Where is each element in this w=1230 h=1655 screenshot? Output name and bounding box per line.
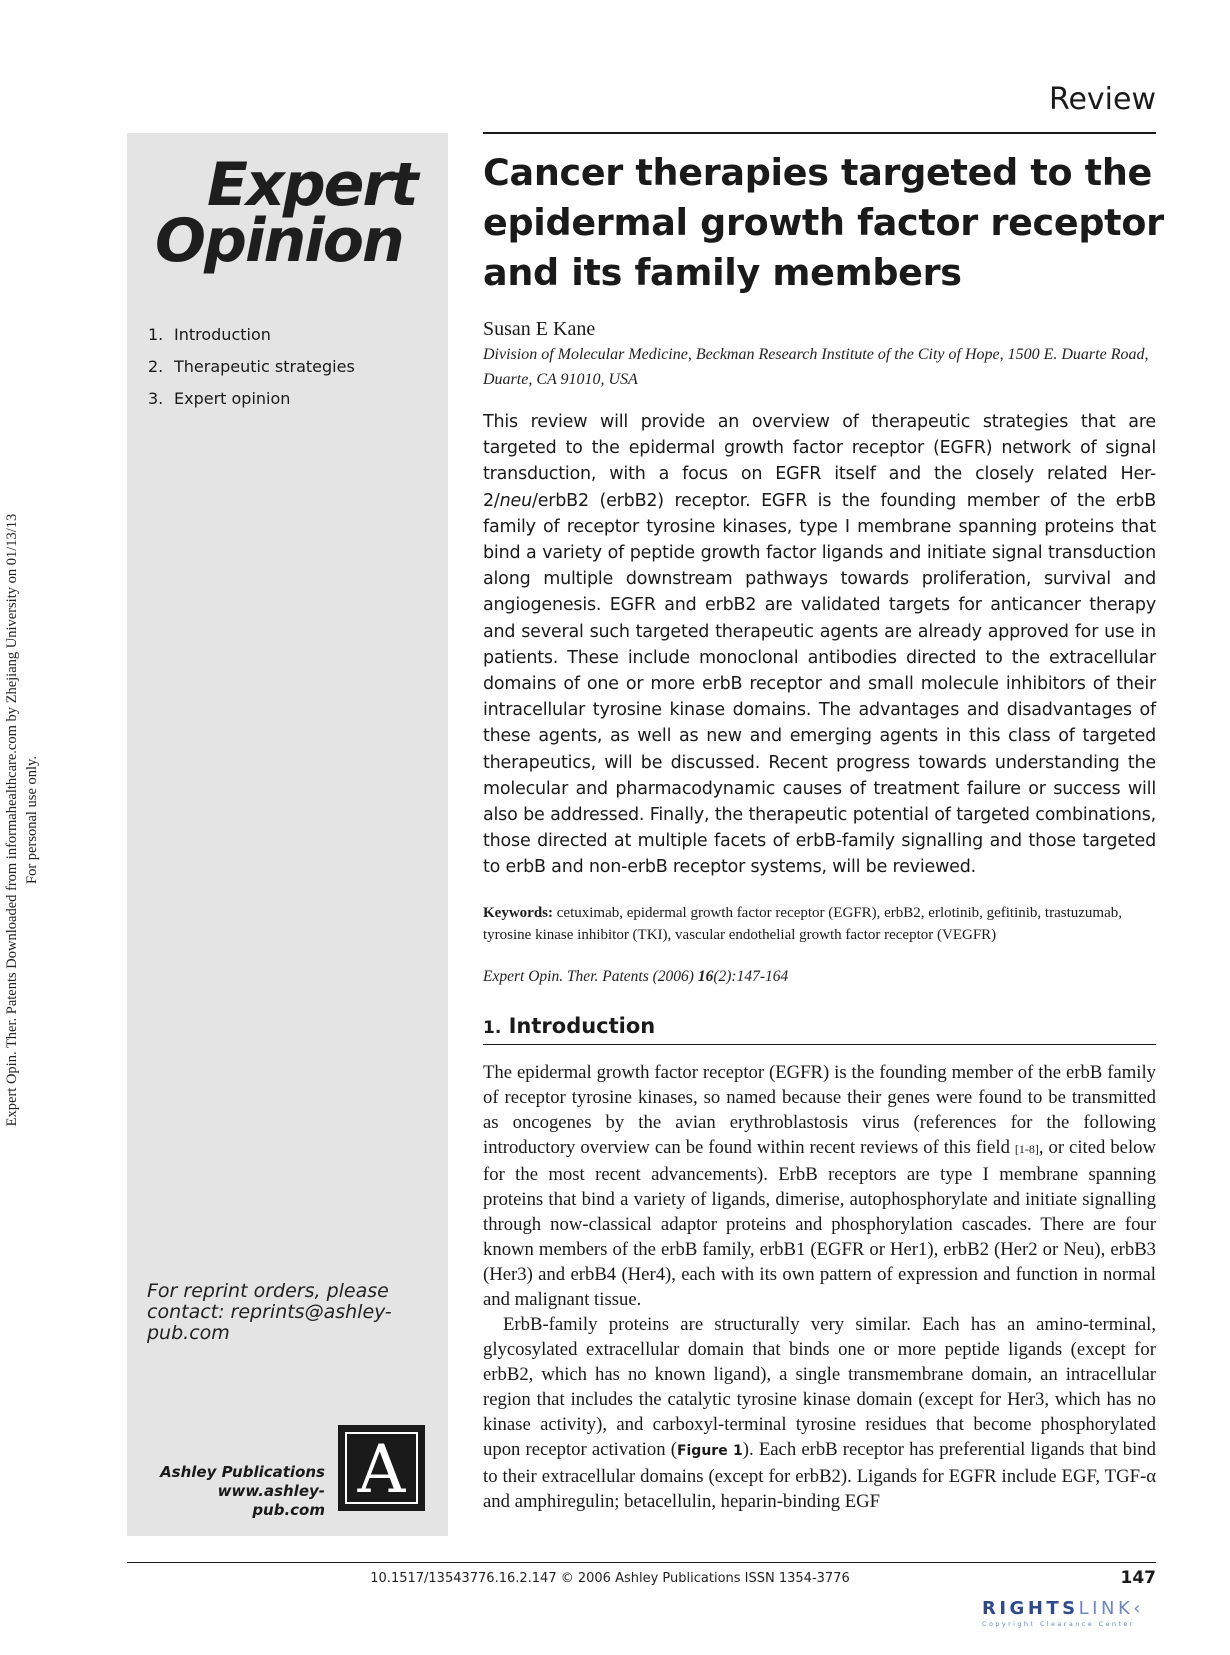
publisher-info xyxy=(147,1463,325,1520)
keywords-label: Keywords: xyxy=(483,905,553,921)
figure-reference-link[interactable]: Figure 1 xyxy=(676,1443,743,1459)
paragraph-text: The epidermal growth factor receptor (EGFR) is the founding member of the erbB family of receptor tyrosine kinases, so named because their genes were found to be transmitted as oncogenes by the avian erythroblastosis virus (references for the following introductory overview can be found within recent reviews of this field xyxy=(483,1062,1156,1158)
section-rule xyxy=(483,1044,1156,1045)
author-affiliation: Division of Molecular Medicine, Beckman Research Institute of the City of Hope, 1500 E. Duarte Road, Duarte, CA 91010, USA xyxy=(483,346,1149,388)
citation-pages: (2):147-164 xyxy=(713,968,789,985)
abstract-text-2: /erbB2 (erbB2) receptor. EGFR is the founding member of the erbB family of receptor tyrosine kinases, type I membrane spanning proteins that bind a variety of peptide growth factor ligands and initiate signal transduction along multiple downstream pathways towards proliferation, survival and angiogenesis. EGFR and erbB2 are validated targets for anticancer therapy and several such targeted therapeutic agents are already approved for use in patients. These include monoclonal antibodies directed to the extracellular domains of one or more erbB receptor and small molecule inhibitors of their intracellular tyrosine kinase domains. The advantages and disadvantages of these agents, as well as new and emerging agents in this class of targeted therapeutics, will be discussed. Recent progress towards understanding the molecular and pharmacodynamic causes of treatment failure or success will also be addressed. Finally, the therapeutic potential of targeted combinations, those directed at multiple facets of erbB-family signalling and those targeted to erbB and non-erbB receptor systems, will be reviewed. xyxy=(483,490,1156,878)
rightslink-arrow-icon: ‹ xyxy=(1133,1598,1144,1619)
abstract-text-1: This review will provide an overview of therapeutic strategies that are targeted to the epidermal growth factor receptor (EGFR) network of signal transduction, with a focus on EGFR itself and the closely related Her-2/ xyxy=(483,412,1156,511)
toc-label: Introduction xyxy=(174,325,271,344)
rightslink-subtitle: Copyright Clearance Center xyxy=(982,1620,1135,1628)
download-notice xyxy=(2,460,42,1180)
toc-label: Therapeutic strategies xyxy=(174,357,355,376)
toc-item-introduction[interactable] xyxy=(148,319,355,351)
logo-line-2: Opinion xyxy=(155,206,403,276)
paragraph-text: ). Each erbB receptor has preferential ligands that bind to their extracellular domains (except for erbB2). Ligands for EGFR include EGF, TGF-α and amphiregulin; betacellulin, heparin-binding EGF xyxy=(483,1439,1156,1512)
section-label: Review xyxy=(1048,82,1156,117)
sidebar xyxy=(127,133,448,1536)
citation-volume: 16 xyxy=(697,968,714,985)
rightslink-wordmark xyxy=(982,1598,1212,1620)
footer-doi: 10.1517/13543776.16.2.147 © 2006 Ashley Publications ISSN 1354-3776 xyxy=(370,1571,850,1586)
section-heading-introduction xyxy=(483,1012,655,1042)
author-name: Susan E Kane xyxy=(483,318,596,340)
keywords xyxy=(483,902,1156,946)
toc-number: 1. xyxy=(148,325,164,344)
logo-line-1: Expert xyxy=(207,150,417,220)
paragraph-text: , or cited below for the most recent advancements). ErbB receptors are type I membrane spanning proteins that bind a variety of ligands, dimerise, autophosphorylate and initiate signalling through now-classical adaptor proteins and phosphorylation cascades. There are four known members of the erbB family, erbB1 (EGFR or Her1), erbB2 (Her2 or Neu), erbB3 (Her3) and erbB4 (Her4), each with its own pattern of expression and function in normal and malignant tissue. xyxy=(483,1137,1156,1310)
header-rule xyxy=(483,132,1156,134)
article-body xyxy=(483,1060,1156,1514)
download-notice-line1: Expert Opin. Ther. Patents Downloaded from informahealthcare.com by Zhejiang University on 01/13/13 xyxy=(4,513,20,1127)
toc-number: 3. xyxy=(148,389,164,408)
publisher-logo-letter: A xyxy=(345,1432,418,1504)
body-paragraph-1 xyxy=(483,1060,1156,1312)
rightslink-word-a: RIGHTS xyxy=(982,1598,1079,1619)
reprint-notice: For reprint orders, please contact: reprints@ashley-pub.com xyxy=(147,1280,392,1344)
publisher-url[interactable]: www.ashley-pub.com xyxy=(217,1482,325,1519)
reference-link[interactable]: [1-8] xyxy=(1014,1142,1039,1156)
citation xyxy=(483,966,788,988)
publisher-name: Ashley Publications xyxy=(160,1463,325,1481)
page-number: 147 xyxy=(1120,1568,1156,1588)
abstract xyxy=(483,409,1156,881)
body-paragraph-2 xyxy=(483,1312,1156,1514)
toc-number: 2. xyxy=(148,357,164,376)
article-title: Cancer therapies targeted to the epidermal growth factor receptor and its family members xyxy=(483,151,1164,294)
section-number: 1. xyxy=(483,1018,502,1038)
rightslink-logo[interactable] xyxy=(982,1598,1212,1630)
abstract-italic: neu xyxy=(499,490,532,511)
download-notice-line2: For personal use only. xyxy=(24,756,40,884)
toc-item-expert-opinion[interactable] xyxy=(148,383,355,415)
section-title: Introduction xyxy=(508,1014,656,1038)
toc-label: Expert opinion xyxy=(174,389,291,408)
paragraph-text: ErbB-family proteins are structurally very similar. Each has an amino-terminal, glycosylated extracellular domain that binds one or more peptide ligands (except for erbB2, which has no known ligand), a single transmembrane domain, an intracellular region that includes the catalytic tyrosine kinase domain (except for Her3, which has no kinase activity), and carboxyl-terminal tyrosine residues that become phosphorylated upon receptor activation ( xyxy=(483,1314,1156,1460)
toc-item-therapeutic-strategies[interactable] xyxy=(148,351,355,383)
citation-journal: Expert Opin. Ther. Patents (2006) xyxy=(483,968,698,985)
table-of-contents xyxy=(148,319,355,415)
footer-rule xyxy=(127,1562,1156,1563)
rightslink-word-b: LINK xyxy=(1078,1598,1134,1619)
journal-logo xyxy=(147,150,437,276)
publisher-logo xyxy=(338,1425,425,1511)
keywords-list: cetuximab, epidermal growth factor receptor (EGFR), erbB2, erlotinib, gefitinib, trastuzumab, tyrosine kinase inhibitor (TKI), vascular endothelial growth factor receptor (VEGFR) xyxy=(483,905,1122,943)
